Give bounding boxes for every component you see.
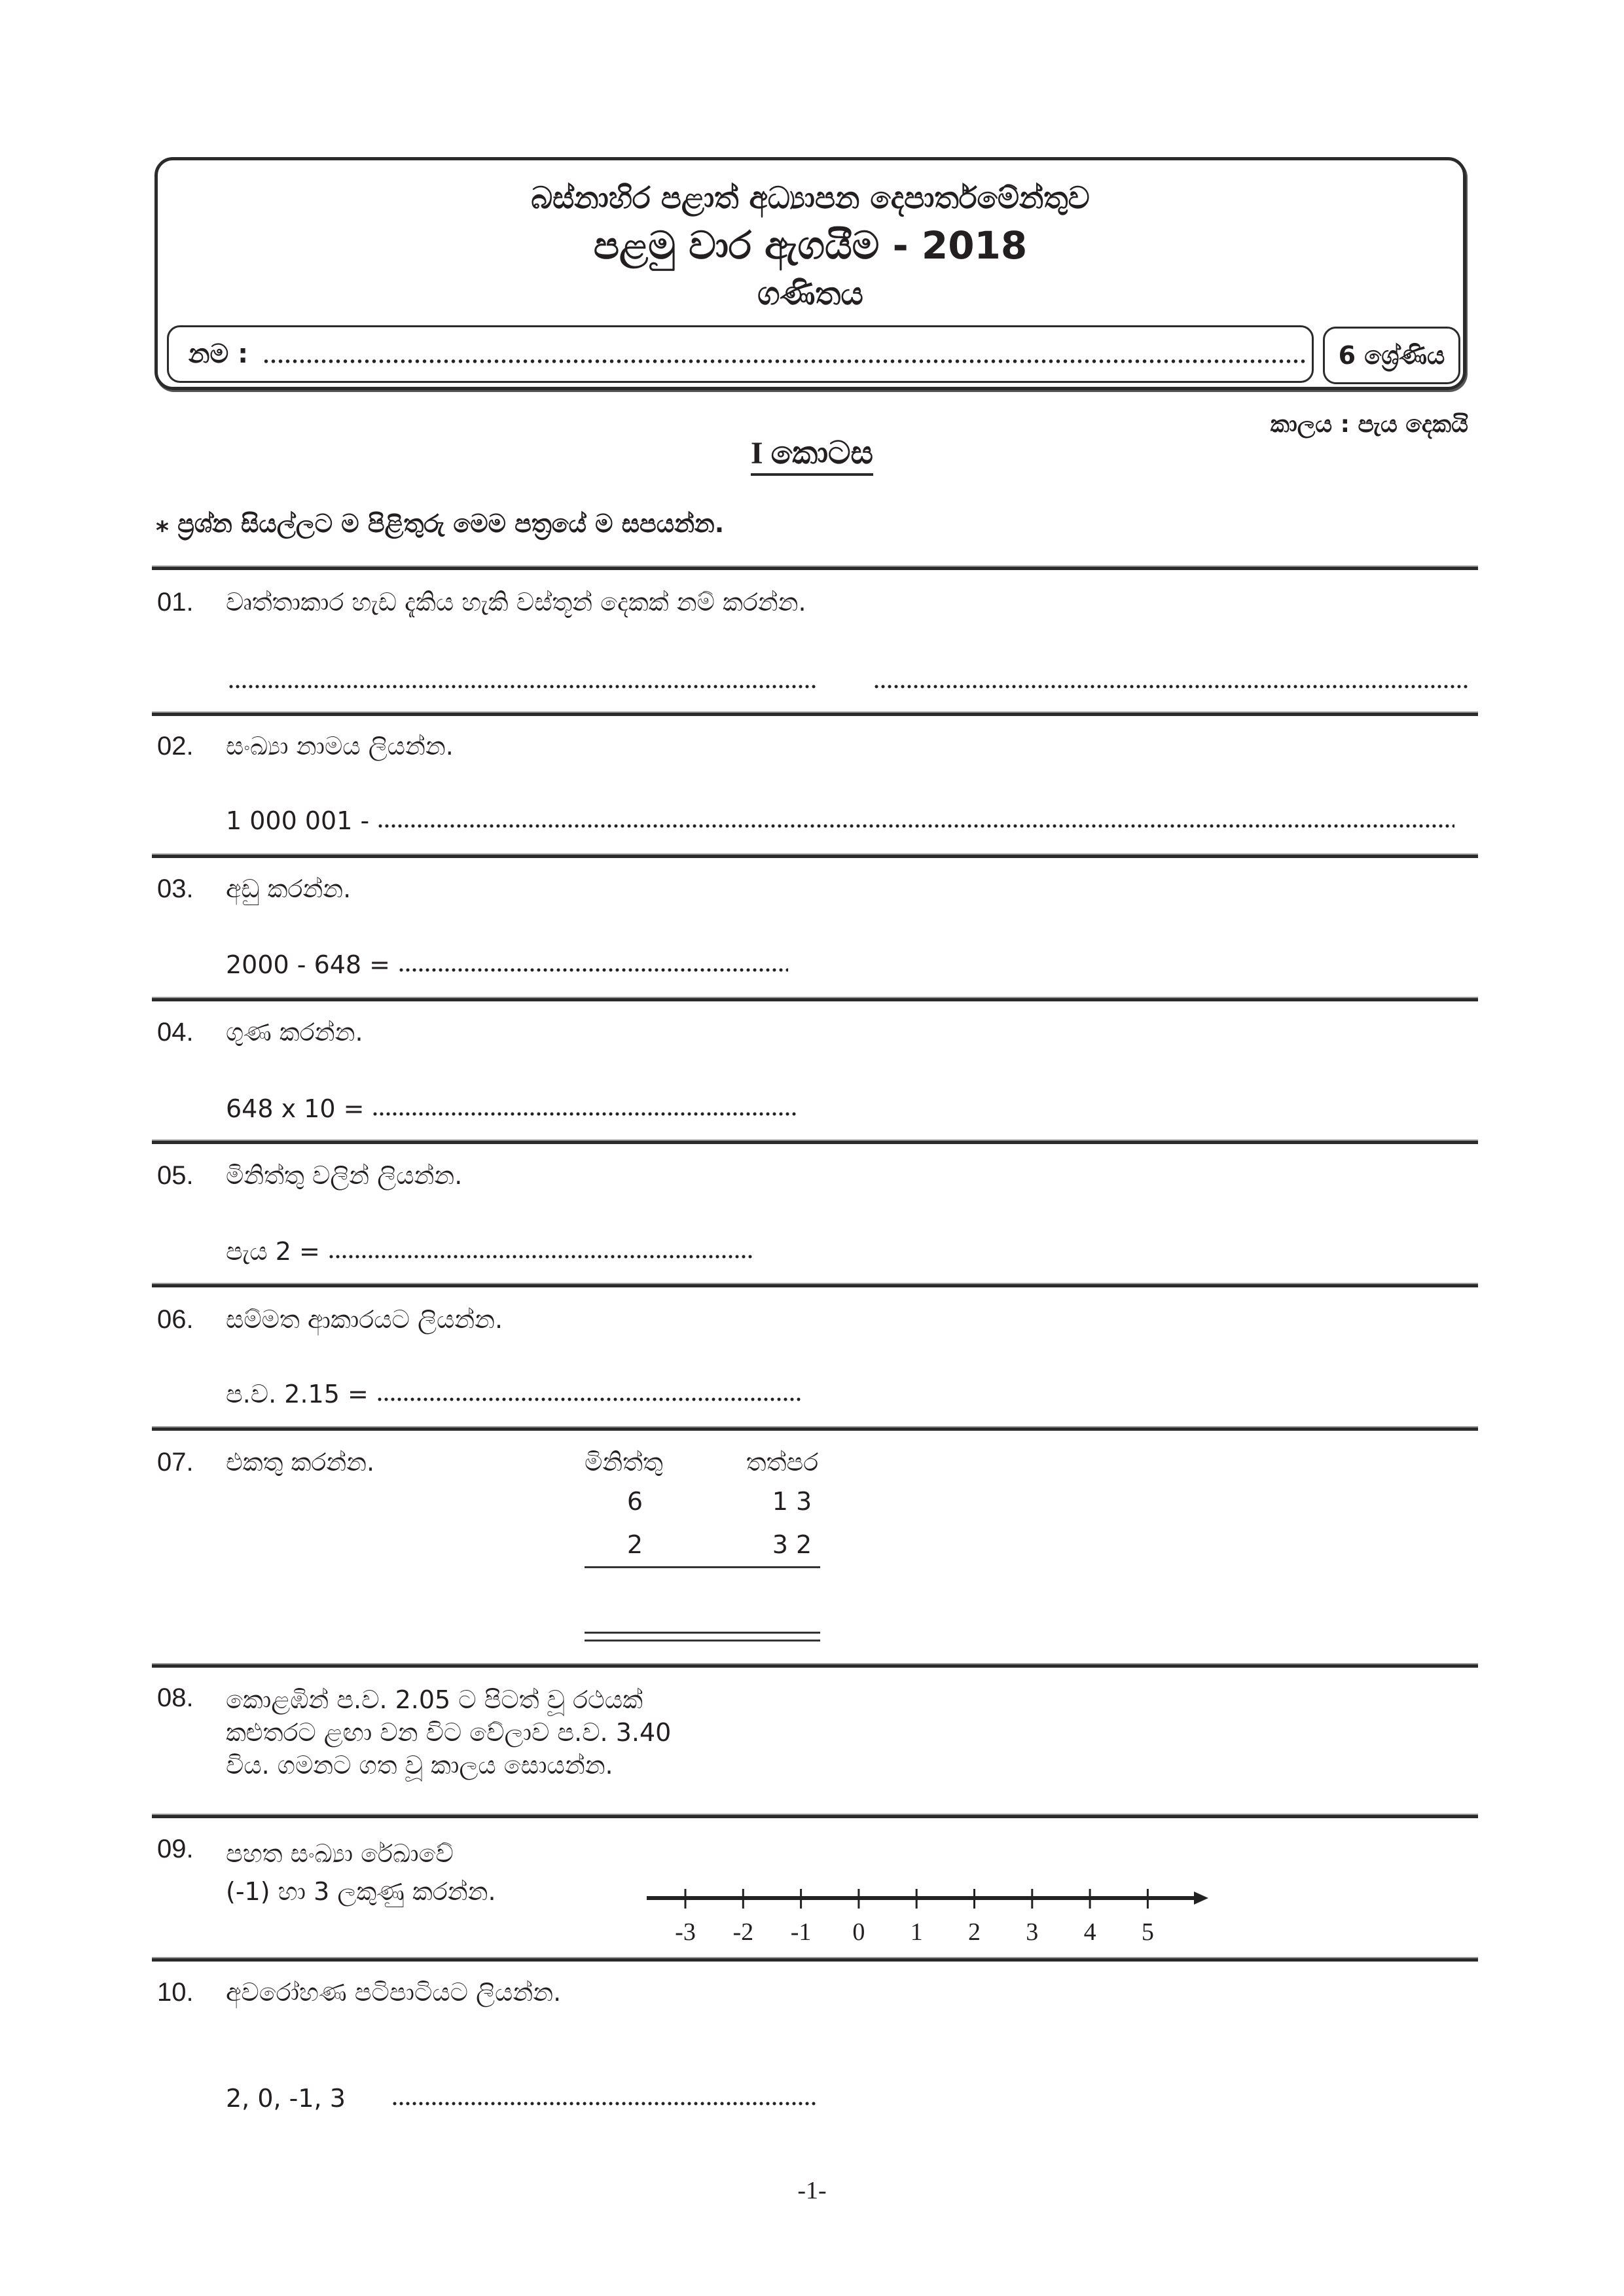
section-divider [152, 565, 1478, 570]
part-title [0, 435, 1624, 472]
name-dotted-line[interactable] [262, 358, 1305, 365]
section-divider [152, 711, 1478, 716]
answer-prefix: 648 x 10 = [226, 1094, 365, 1123]
number-line-labels [641, 1918, 1218, 1950]
question-text: සංඛ්‍යා නාමය ලියන්න. [226, 732, 454, 761]
sum-line [585, 1566, 820, 1568]
answer-row [226, 806, 1454, 835]
question-number: 02. [157, 732, 194, 761]
grade-label: 6 ශ්‍රේණිය [1338, 340, 1445, 370]
seconds-value-2: 3 2 [772, 1530, 812, 1559]
answer-row [226, 2084, 817, 2113]
answer-line[interactable] [372, 1111, 799, 1117]
question-number: 06. [157, 1305, 194, 1334]
instruction: ⁎ ප්‍රශ්න සියල්ලට ම පිළිතුරු මෙම පත්‍රයේ ම සපයන්න. [156, 509, 725, 538]
answer-row [226, 950, 788, 979]
section-divider [152, 1957, 1478, 1962]
answer-prefix: 2000 - 648 = [226, 950, 391, 979]
answer-line[interactable] [398, 967, 788, 973]
question-text: සම්මත ආකාරයට ලියන්න. [226, 1305, 503, 1334]
number-line-label: 3 [1026, 1918, 1039, 1946]
name-label: නම : [189, 339, 249, 369]
section-divider [152, 1663, 1478, 1668]
number-line-label: 0 [852, 1918, 865, 1946]
question-text: අඩු කරන්න. [226, 874, 352, 903]
answer-prefix: 1 000 001 - [226, 806, 370, 835]
seconds-value-1: 1 3 [772, 1487, 812, 1516]
number-line-label: -3 [675, 1918, 696, 1946]
grade-box [1323, 327, 1460, 384]
part-title-text: I කොටස [751, 436, 873, 476]
question-number: 10. [157, 1978, 194, 2007]
question-line: පහත සංඛ්‍යා රේඛාවේ [226, 1839, 454, 1868]
answer-prefix: 2, 0, -1, 3 [226, 2084, 346, 2113]
question-line: (-1) හා 3 ලකුණු කරන්න. [226, 1877, 496, 1906]
question-number: 07. [157, 1448, 194, 1477]
total-line-bottom [585, 1640, 820, 1641]
question-number: 01. [157, 588, 194, 617]
number-line-label: 5 [1141, 1918, 1154, 1946]
answer-line[interactable] [391, 2100, 817, 2107]
section-divider [152, 853, 1478, 858]
answer-row [226, 1237, 755, 1266]
answer-row [226, 1094, 799, 1123]
header-box [154, 157, 1466, 390]
question-text [226, 1835, 496, 1910]
question-text: අවරෝහණ පටිපාටියට ලියන්න. [226, 1978, 562, 2007]
section-divider [152, 1283, 1478, 1287]
number-line-label: 1 [910, 1918, 923, 1946]
column-header-minutes: මිනිත්තු [585, 1448, 663, 1477]
question-text: වෘත්තාකාර හැඩ දැකිය හැකි වස්තූන් දෙකක් නම් කරන්න. [226, 588, 806, 617]
question-text [226, 1683, 671, 1782]
number-line-label: 4 [1083, 1918, 1096, 1946]
answer-line[interactable] [376, 1396, 803, 1403]
section-divider [152, 1426, 1478, 1431]
answer-prefix: ප.ව. 2.15 = [226, 1380, 369, 1408]
question-text: ගුණ කරන්න. [226, 1018, 363, 1047]
subject-title: ගණිතය [757, 276, 863, 312]
column-header-seconds: තත්පර [746, 1448, 819, 1477]
question-number: 04. [157, 1018, 194, 1047]
time-allowed: කාලය : පැය දෙකයි [1270, 411, 1468, 438]
arrow-head-icon [1194, 1892, 1208, 1905]
number-line-label: -2 [732, 1918, 754, 1946]
exam-title: පළමු වාර ඇගයීම - 2018 [593, 223, 1028, 268]
question-number: 09. [157, 1835, 194, 1863]
total-line-top [585, 1632, 820, 1634]
question-text: එකතු කරන්න. [226, 1448, 375, 1477]
answer-line-2[interactable] [873, 683, 1469, 690]
number-line[interactable] [641, 1878, 1218, 1918]
question-number: 03. [157, 874, 194, 903]
section-divider [152, 997, 1478, 1001]
question-line: කොළඹින් ප.ව. 2.05 ට පිටත් වූ රථයක් [226, 1685, 643, 1714]
question-number: 05. [157, 1161, 194, 1190]
answer-line[interactable] [377, 823, 1454, 829]
number-line-label: 2 [968, 1918, 981, 1946]
question-text: මිනිත්තු වලින් ලියන්න. [226, 1161, 463, 1190]
question-number: 08. [157, 1683, 194, 1712]
number-line-label: -1 [790, 1918, 812, 1946]
minutes-value-1: 6 [626, 1487, 643, 1516]
question-line: කළුතරට ළඟා වන විට වේලාව ප.ව. 3.40 [226, 1718, 672, 1747]
question-line: විය. ගමනට ගත වූ කාලය සොයන්න. [226, 1751, 613, 1780]
section-divider [152, 1139, 1478, 1144]
department-title: බස්නාහිර පළාත් අධ්‍යාපන දෙපාර්තමේන්තුව [531, 180, 1090, 215]
answer-row [226, 1380, 803, 1409]
section-divider [152, 1814, 1478, 1818]
answer-prefix: පැය 2 = [226, 1237, 320, 1266]
name-field[interactable] [167, 325, 1314, 383]
page-number: -1- [797, 2177, 827, 2204]
minutes-value-2: 2 [626, 1530, 643, 1559]
answer-line-1[interactable] [228, 683, 817, 690]
answer-line[interactable] [328, 1253, 755, 1260]
answer-area[interactable] [585, 1584, 820, 1624]
